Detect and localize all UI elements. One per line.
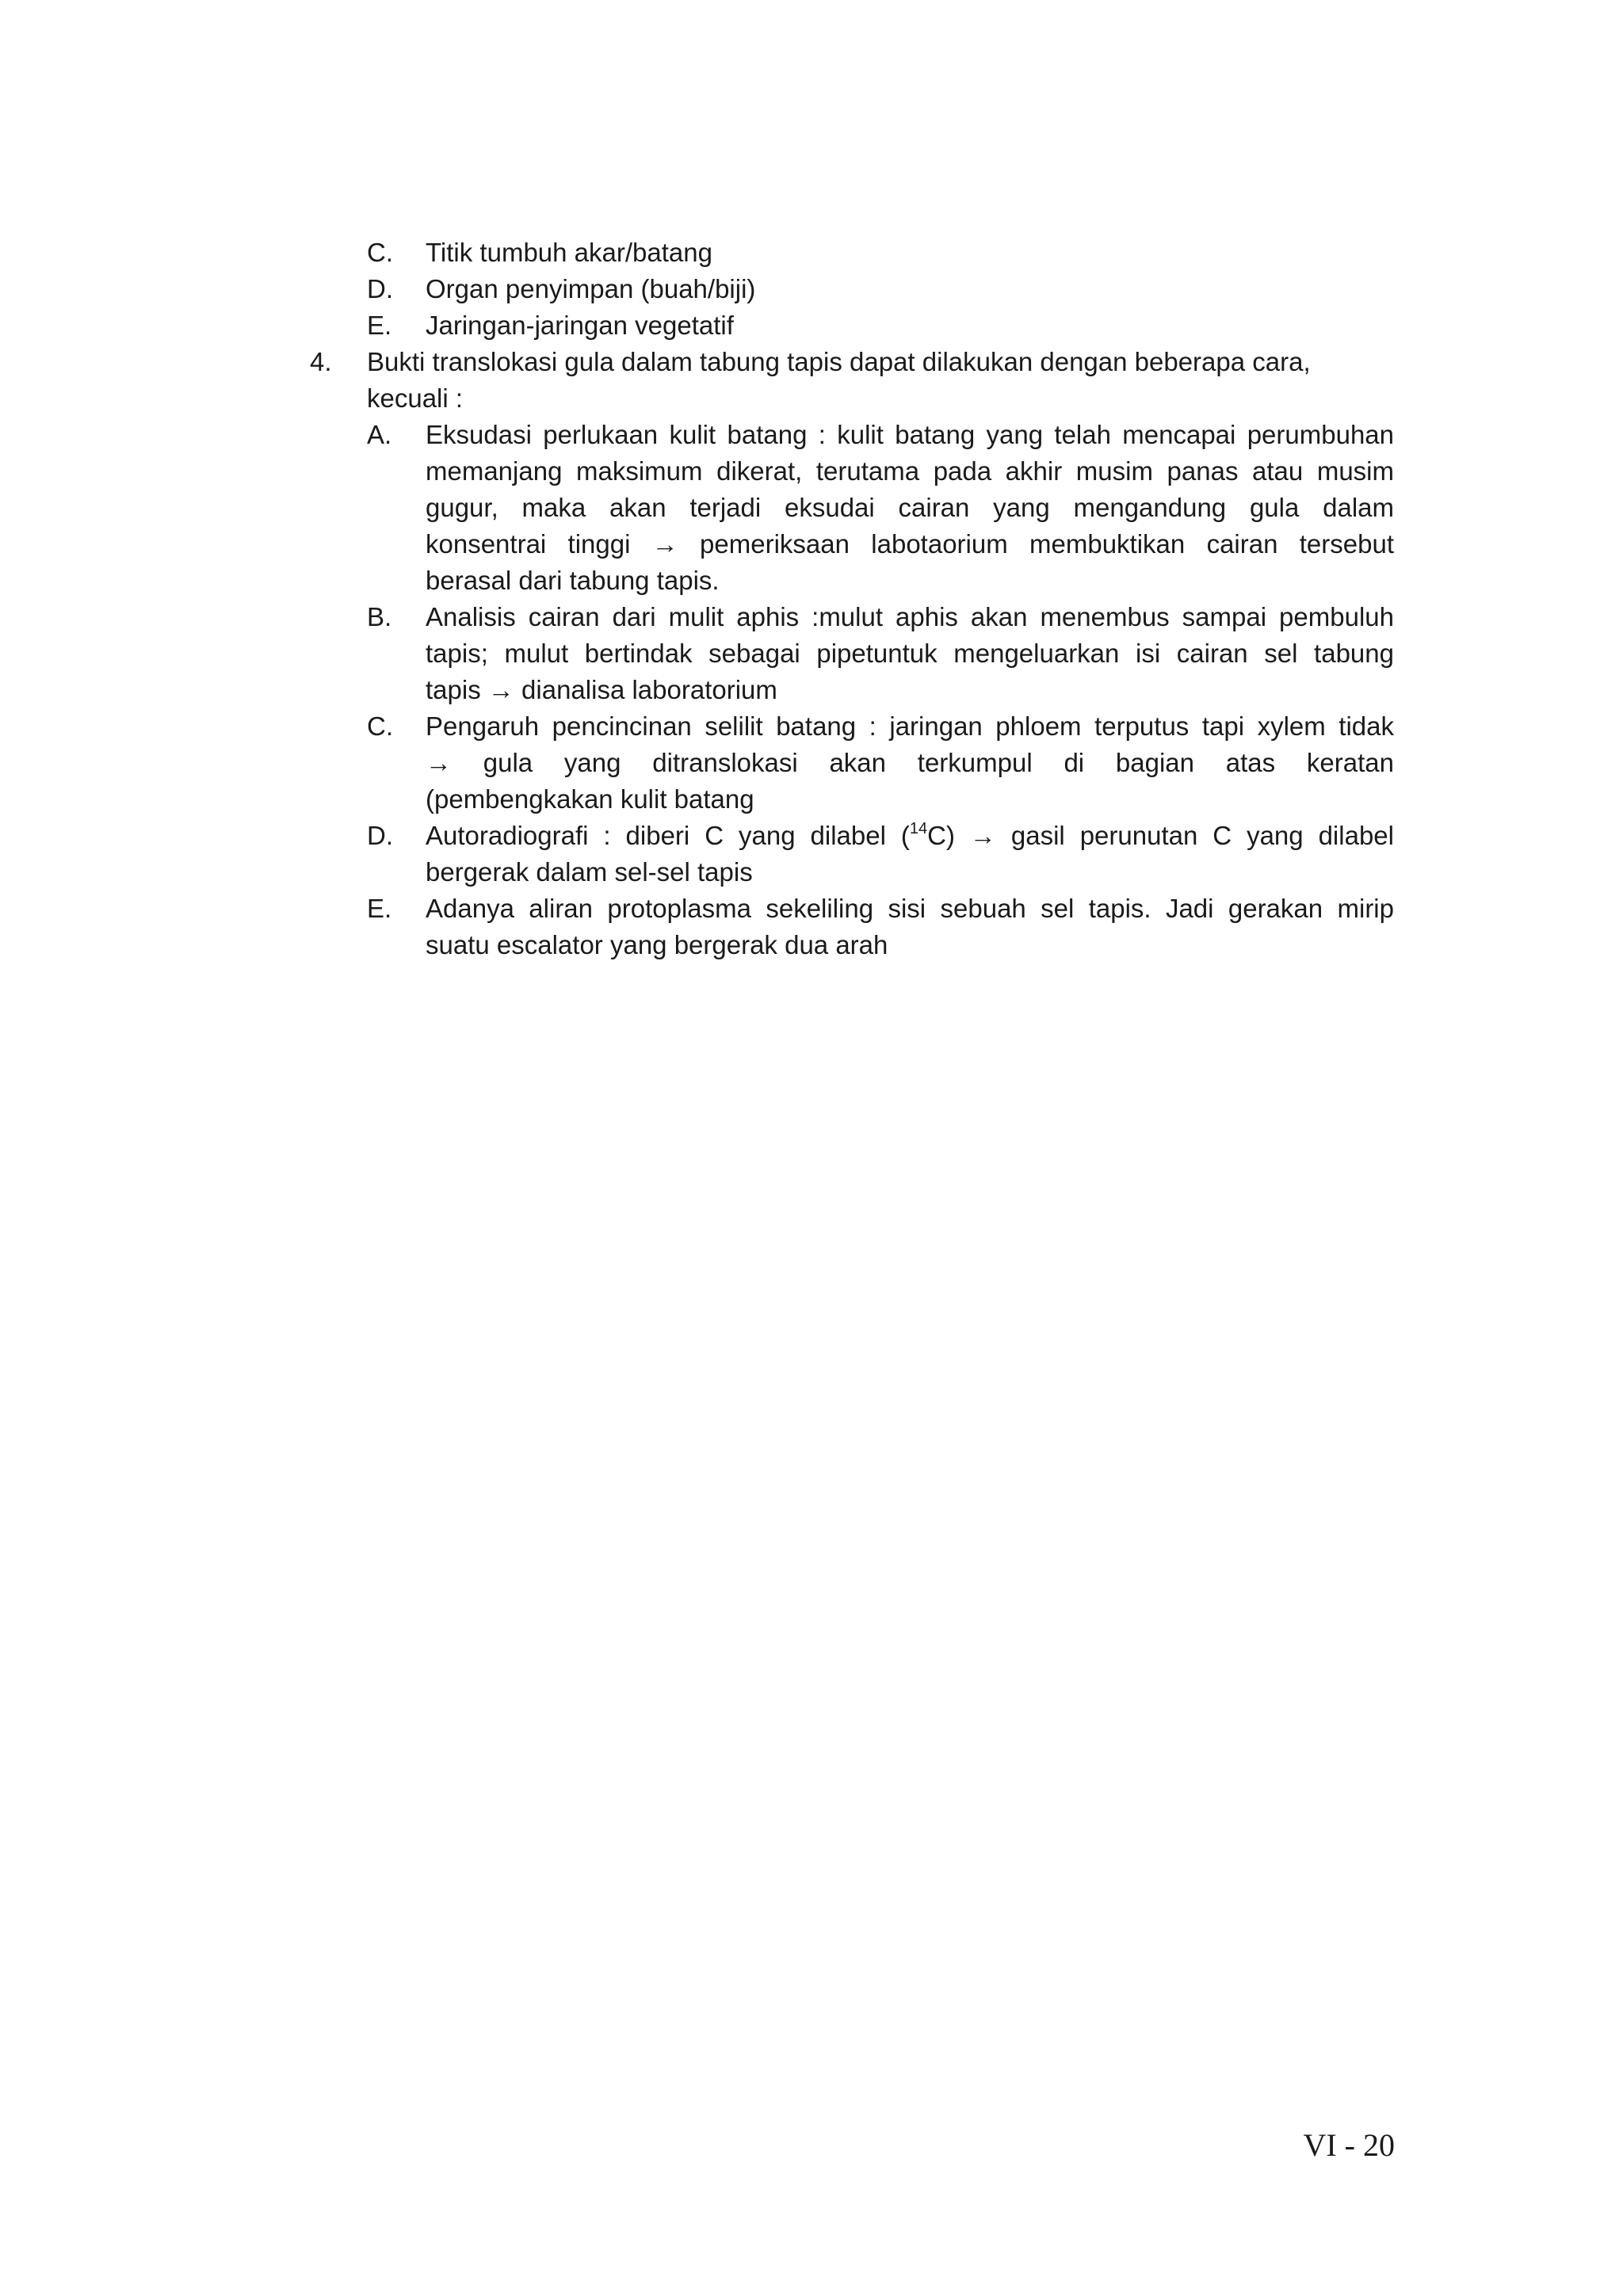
option-letter: E. (367, 311, 392, 340)
option-letter: E. (367, 894, 392, 923)
option-a-line: memanjang maksimum dikerat, terutama pada akhir musim panas atau musim (426, 456, 1394, 486)
option-text: Titik tumbuh akar/batang (426, 238, 712, 267)
page-number: VI - 20 (1303, 2127, 1395, 2163)
option-b-line: tapis → dianalisa laboratorium (426, 675, 777, 704)
option-e-line: Adanya aliran protoplasma sekeliling sisi sebuah sel tapis. Jadi gerakan mirip (426, 894, 1394, 923)
option-b-text (426, 599, 1394, 708)
option-e-line: suatu escalator yang bergerak dua arah (426, 930, 888, 959)
option-b-line: Analisis cairan dari mulit aphis :mulut aphis akan menembus sampai pembuluh (426, 602, 1394, 631)
option-text: Jaringan-jaringan vegetatif (426, 311, 734, 340)
option-c-line: (pembengkakan kulit batang (426, 784, 754, 814)
question-number: 4. (310, 347, 332, 376)
option-a-line: Eksudasi perlukaan kulit batang : kulit batang yang telah mencapai perumbuhan (426, 420, 1394, 449)
option-a-line: konsentrai tinggi → pemeriksaan labotaorium membuktikan cairan tersebut (426, 529, 1394, 559)
option-text: Organ penyimpan (buah/biji) (426, 274, 756, 303)
option-d-line-1 (426, 818, 1394, 854)
option-letter: C. (367, 238, 393, 267)
option-d-text-after: C) → gasil perunutan C yang dilabel (927, 821, 1394, 850)
option-e-text (426, 891, 1394, 963)
option-letter: C. (367, 711, 393, 741)
isotope-superscript: 14 (909, 820, 928, 837)
question-line-2: kecuali : (367, 383, 464, 413)
option-c-line: Pengaruh pencincinan selilit batang : jaringan phloem terputus tapi xylem tidak (426, 711, 1394, 741)
option-c-line: → gula yang ditranslokasi akan terkumpul di bagian atas keratan (426, 748, 1394, 777)
option-letter: D. (367, 821, 393, 850)
option-d-text-before: Autoradiografi : diberi C yang dilabel ( (426, 821, 910, 850)
option-a-line: gugur, maka akan terjadi eksudai cairan yang mengandung gula dalam (426, 493, 1394, 522)
option-letter: A. (367, 420, 392, 449)
option-d-line-2: bergerak dalam sel-sel tapis (426, 857, 753, 887)
option-a-text (426, 417, 1394, 599)
option-letter: D. (367, 274, 393, 303)
option-d-text (426, 818, 1394, 891)
question-line-1: Bukti translokasi gula dalam tabung tapis dapat dilakukan dengan beberapa cara, (367, 347, 1311, 376)
option-c-text (426, 708, 1394, 818)
option-letter: B. (367, 602, 392, 631)
option-b-line: tapis; mulut bertindak sebagai pipetuntuk mengeluarkan isi cairan sel tabung (426, 639, 1394, 668)
option-a-line: berasal dari tabung tapis. (426, 566, 720, 595)
